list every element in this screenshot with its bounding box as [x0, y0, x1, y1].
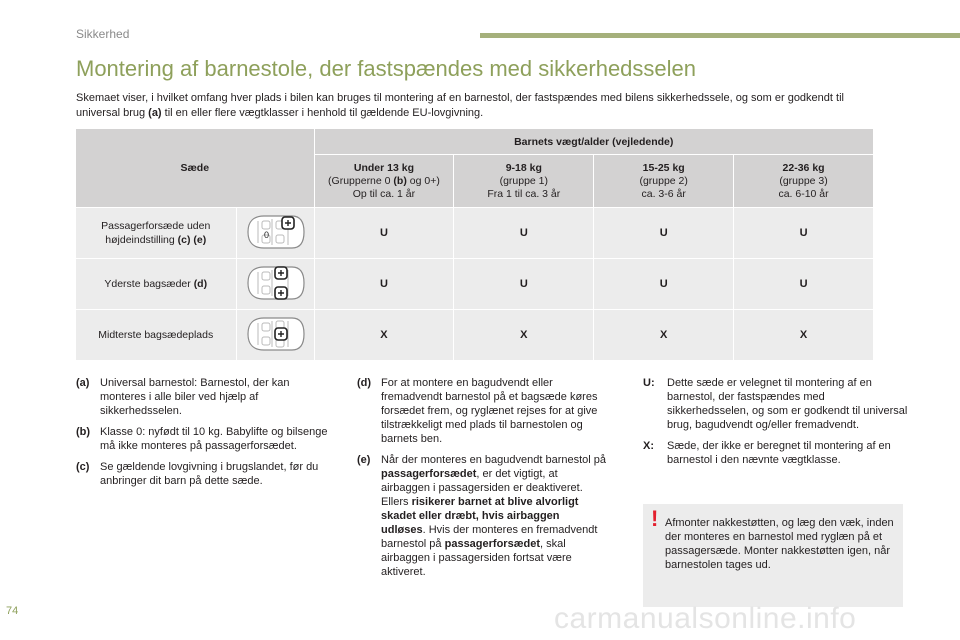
car-front-passenger-seat-icon	[236, 208, 314, 259]
suitability-value: X	[314, 310, 454, 361]
legend-x: X: Sæde, der ikke er beregnet til montering af en barnestol i den nævnte vægtklasse.	[643, 440, 891, 466]
intro-paragraph: Skemaet viser, i hvilket omfang hver plads i bilen kan bruges til montering af en barnestol, der fastspændes med bilens sikkerhedssele, og som er godkendt til universal brug (a) til en eller flere vægtklasser i henhold til gældende EU-lovgivning.	[76, 92, 844, 119]
svg-text:0: 0	[264, 229, 270, 240]
footnotes-column-2	[357, 376, 607, 586]
table-row	[76, 208, 874, 259]
car-rear-outer-seats-icon	[236, 259, 314, 310]
weight-column-header: 9-18 kg (gruppe 1) Fra 1 til ca. 3 år	[454, 155, 594, 208]
suitability-value: X	[454, 310, 594, 361]
footnote-ref-a: (a)	[148, 107, 162, 119]
header-bar	[480, 33, 960, 38]
car-rear-middle-seat-icon	[236, 310, 314, 361]
suitability-value: U	[734, 208, 874, 259]
footnote-c: (c) Se gældende lovgivning i brugslandet, før du anbringer dit barn på dette sæde.	[76, 461, 319, 487]
legend-column	[643, 376, 908, 474]
legend-u: U: Dette sæde er velegnet til montering af en barnestol, der fastspændes med sikkerhedsselen, og som er godkendt til universal brug, bagudvendt og/eller fremadvendt.	[643, 377, 908, 431]
suitability-value: X	[734, 310, 874, 361]
warning-text: Afmonter nakkestøtten, og læg den væk, inden der monteres en barnestol med ryglæn på et passagersæde. Monter nakkestøtten igen, når barnestolen tages ud.	[665, 517, 894, 571]
footnote-e: (e) Når der monteres en bagudvendt barnestol på passagerforsædet, er det vigtigt, at airbaggen i passagersiden er deaktiveret. Ellers risikerer barnet at blive alvorligt skadet eller dræbt, hvis airbaggen udløses. Hvis der monteres en fremadvendt barnestol på passagerforsædet, skal airbaggen i passagersiden fortsat være aktiveret.	[357, 454, 607, 578]
watermark: carmanualsonline.info	[554, 602, 857, 635]
weight-age-header: Barnets vægt/alder (vejledende)	[314, 129, 874, 155]
suitability-value: U	[454, 208, 594, 259]
page-number: 74	[6, 605, 19, 617]
suitability-value: U	[594, 259, 734, 310]
seat-label: Yderste bagsæder (d)	[76, 259, 236, 310]
table-row	[76, 259, 874, 310]
footnotes-column-1	[76, 376, 336, 495]
page-title: Montering af barnestole, der fastspændes med sikkerhedsselen	[76, 56, 697, 81]
suitability-value: U	[314, 259, 454, 310]
weight-column-header: Under 13 kg (Grupperne 0 (b) og 0+) Op til ca. 1 år	[314, 155, 454, 208]
weight-column-header: 15-25 kg (gruppe 2) ca. 3-6 år	[594, 155, 734, 208]
warning-box	[643, 504, 903, 607]
seat-header: Sæde	[76, 129, 314, 208]
seat-label: Midterste bagsædeplads	[76, 310, 236, 361]
suitability-value: U	[454, 259, 594, 310]
suitability-value: X	[594, 310, 734, 361]
suitability-value: U	[734, 259, 874, 310]
footnote-d: (d) For at montere en bagudvendt eller fremadvendt barnestol på et bagsæde køres forsædet frem, og ryglænet rejses for at give tilstrækkeligt med plads til barnestolen og barnets ben.	[357, 377, 598, 445]
suitability-value: U	[314, 208, 454, 259]
child-seat-table	[76, 129, 874, 361]
suitability-value: U	[594, 208, 734, 259]
weight-column-header: 22-36 kg (gruppe 3) ca. 6-10 år	[734, 155, 874, 208]
footnote-a: (a) Universal barnestol: Barnestol, der kan monteres i alle biler ved hjælp af sikkerhedsselen.	[76, 377, 290, 417]
section-label: Sikkerhed	[76, 27, 130, 41]
exclamation-icon: !	[651, 506, 659, 531]
footnote-b: (b) Klasse 0: nyfødt til 10 kg. Babylifte og bilsenge må ikke monteres på passagerforsædet.	[76, 426, 328, 452]
seat-label: Passagerforsæde uden højdeindstilling (c) (e)	[76, 208, 236, 259]
table-row	[76, 310, 874, 361]
